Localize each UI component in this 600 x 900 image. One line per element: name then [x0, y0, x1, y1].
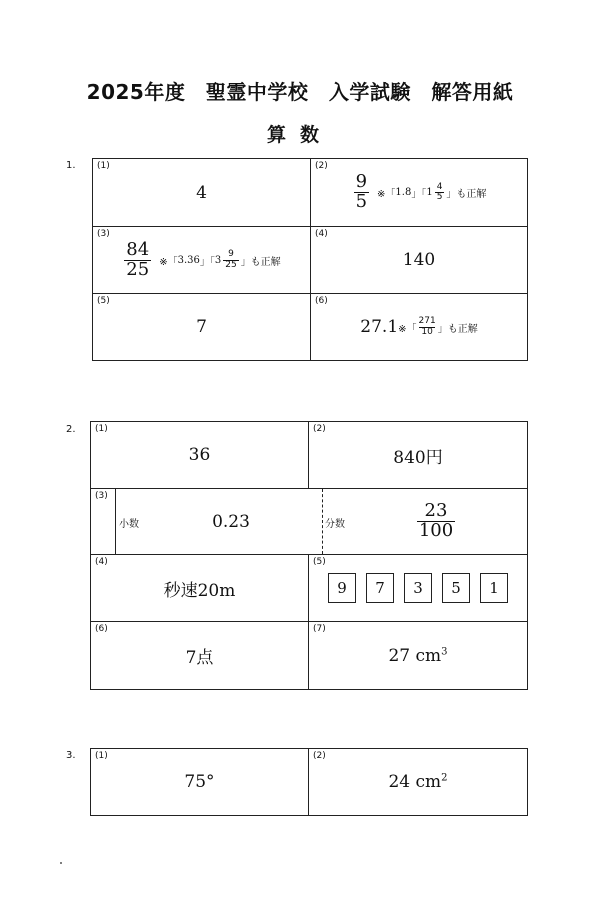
answer-value: 840円	[393, 447, 443, 468]
answer-cell-1-2	[311, 159, 528, 227]
cell-label: (5)	[313, 557, 326, 567]
answer-value: 75°	[184, 772, 215, 792]
alternate-note: ※「 $\frac{271}{10}$ 」も正解	[398, 316, 478, 337]
cell-label: (1)	[95, 424, 108, 434]
answer-cell-2-3	[91, 489, 528, 555]
answer-fraction: $\frac{9}{5}$	[355, 171, 368, 212]
digit-box: 9	[328, 573, 356, 603]
decimal-label: 小数	[119, 519, 139, 530]
answer-cell-2-4	[91, 555, 309, 622]
cell-label: (6)	[95, 624, 108, 634]
cell-label: (2)	[313, 751, 326, 761]
answer-value: 7点	[185, 648, 214, 668]
cell-label: (1)	[97, 161, 110, 171]
answer-cell-2-1	[91, 422, 309, 489]
fraction-label: 分数	[325, 519, 345, 530]
answer-cell-1-6	[311, 294, 528, 361]
answer-value: 27 $cm^3$	[388, 645, 448, 666]
answer-cell-3-1	[91, 749, 309, 816]
answer-value: 4	[196, 182, 207, 203]
answer-value: 秒速20m	[163, 580, 236, 601]
answer-cell-2-7	[309, 622, 528, 690]
answer-cell-1-4	[311, 227, 528, 294]
digit-boxes	[328, 573, 508, 603]
cell-label: (3)	[95, 491, 108, 501]
answer-fraction: $\frac{84}{25}$	[126, 238, 150, 280]
decimal-divider	[115, 489, 116, 554]
alternate-note: ※「 1.8 」「 1 $\frac{4}{5}$ 」も正解	[377, 181, 487, 202]
cell-label: (2)	[315, 161, 328, 171]
answer-cell-3-2	[309, 749, 528, 816]
answer-value: 7	[196, 317, 207, 337]
page-title: 2025年度 聖霊中学校 入学試験 解答用紙	[86, 80, 514, 104]
answer-value: 36	[188, 445, 211, 465]
cell-label: (7)	[313, 624, 326, 634]
answer-cell-1-1	[93, 159, 311, 227]
answer-value: 27.1	[360, 317, 399, 337]
cell-label: (1)	[95, 751, 108, 761]
cell-label: (5)	[97, 296, 110, 306]
section-1-number: 1.	[66, 160, 76, 171]
digit-box: 3	[404, 573, 432, 603]
digit-box: 5	[442, 573, 470, 603]
alternate-note: ※「 3.36 」「 3 $\frac{9}{25}$ 」も正解	[159, 249, 281, 270]
digit-box: 1	[480, 573, 508, 603]
answer-cell-1-3	[93, 227, 311, 294]
section-1-grid	[92, 158, 528, 361]
cell-label: (4)	[315, 229, 328, 239]
answer-cell-2-2	[309, 422, 528, 489]
fraction-answer: $\frac{23}{100}$	[418, 500, 454, 541]
subject-title: 算数	[266, 124, 333, 146]
answer-cell-2-5	[309, 555, 528, 622]
answer-cell-1-5	[93, 294, 311, 361]
section-2-grid	[90, 421, 528, 690]
cell-label: (6)	[315, 296, 328, 306]
answer-cell-2-6	[91, 622, 309, 690]
scan-speck	[60, 862, 62, 864]
section-3-number: 3.	[66, 750, 76, 761]
decimal-answer: 0.23	[212, 511, 250, 532]
cell-label: (4)	[95, 557, 108, 567]
answer-value: 140	[402, 250, 436, 270]
section-3-grid	[90, 748, 528, 816]
answer-value: 24 $cm^2$	[388, 772, 448, 792]
cell-label: (3)	[97, 229, 110, 239]
cell-label: (2)	[313, 424, 326, 434]
section-2-number: 2.	[66, 424, 76, 435]
digit-box: 7	[366, 573, 394, 603]
dashed-divider	[322, 489, 323, 554]
